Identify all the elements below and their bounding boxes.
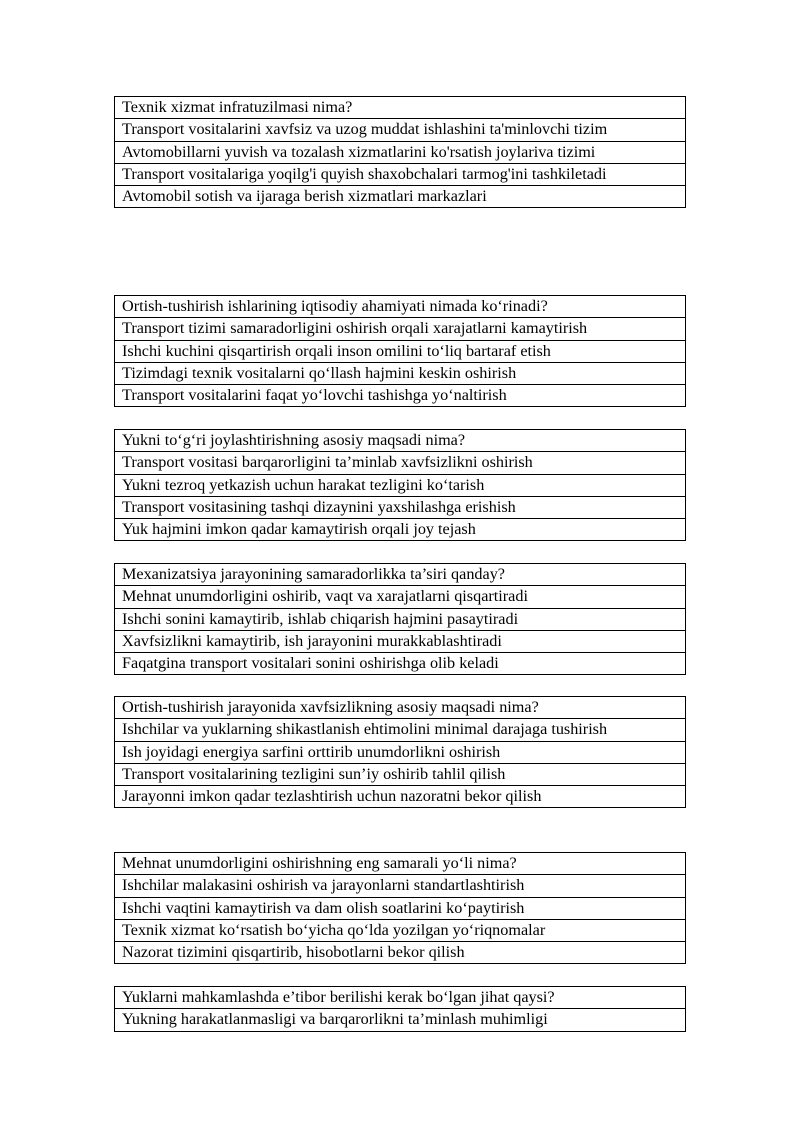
question-text: Yukni to‘g‘ri joylashtirishning asosiy maqsadi nima?: [115, 430, 686, 452]
answer-option: Transport vositalariga yoqilg'i quyish shaxobchalari tarmog'ini tashkiletadi: [115, 163, 686, 185]
question-table: [114, 986, 686, 1032]
answer-option: Ishchi vaqtini kamaytirish va dam olish soatlarini ko‘paytirish: [115, 897, 686, 919]
answer-option: Mehnat unumdorligini oshirib, vaqt va xarajatlarni qisqartiradi: [115, 586, 686, 608]
answer-option: Transport vositasining tashqi dizaynini yaxshilashga erishish: [115, 496, 686, 518]
question-table: [114, 852, 686, 964]
answer-option: Transport vositalarining tezligini sun’iy oshirib tahlil qilish: [115, 763, 686, 785]
question-table: [114, 563, 686, 675]
answer-option: Transport tizimi samaradorligini oshirish orqali xarajatlarni kamaytirish: [115, 318, 686, 340]
question-table: [114, 295, 686, 407]
question-text: Texnik xizmat infratuzilmasi nima?: [115, 97, 686, 119]
question-text: Ortish-tushirish ishlarining iqtisodiy ahamiyati nimada ko‘rinadi?: [115, 296, 686, 318]
answer-option: Yukning harakatlanmasligi va barqarorlikni ta’minlash muhimligi: [115, 1009, 686, 1031]
answer-option: Ishchi kuchini qisqartirish orqali inson omilini to‘liq bartaraf etish: [115, 340, 686, 362]
answer-option: Transport vositalarini faqat yo‘lovchi tashishga yo‘naltirish: [115, 385, 686, 407]
answer-option: Ishchi sonini kamaytirib, ishlab chiqarish hajmini pasaytiradi: [115, 608, 686, 630]
answer-option: Transport vositasi barqarorligini ta’minlab xavfsizlikni oshirish: [115, 452, 686, 474]
answer-option: Avtomobillarni yuvish va tozalash xizmatlarini ko'rsatish joylariva tizimi: [115, 141, 686, 163]
question-text: Mexanizatsiya jarayonining samaradorlikka ta’siri qanday?: [115, 564, 686, 586]
question-table: [114, 696, 686, 808]
question-text: Ortish-tushirish jarayonida xavfsizlikning asosiy maqsadi nima?: [115, 697, 686, 719]
question-table: [114, 96, 686, 208]
answer-option: Ish joyidagi energiya sarfini orttirib unumdorlikni oshirish: [115, 741, 686, 763]
answer-option: Xavfsizlikni kamaytirib, ish jarayonini murakkablashtiradi: [115, 630, 686, 652]
answer-option: Ishchilar malakasini oshirish va jarayonlarni standartlashtirish: [115, 875, 686, 897]
answer-option: Yukni tezroq yetkazish uchun harakat tezligini ko‘tarish: [115, 474, 686, 496]
answer-option: Yuk hajmini imkon qadar kamaytirish orqali joy tejash: [115, 519, 686, 541]
answer-option: Ishchilar va yuklarning shikastlanish ehtimolini minimal darajaga tushirish: [115, 719, 686, 741]
answer-option: Avtomobil sotish va ijaraga berish xizmatlari markazlari: [115, 186, 686, 208]
answer-option: Nazorat tizimini qisqartirib, hisobotlarni bekor qilish: [115, 942, 686, 964]
answer-option: Tizimdagi texnik vositalarni qo‘llash hajmini keskin oshirish: [115, 362, 686, 384]
answer-option: Jarayonni imkon qadar tezlashtirish uchun nazoratni bekor qilish: [115, 786, 686, 808]
answer-option: Texnik xizmat ko‘rsatish bo‘yicha qo‘lda yozilgan yo‘riqnomalar: [115, 919, 686, 941]
answer-option: Transport vositalarini xavfsiz va uzog muddat ishlashini ta'minlovchi tizim: [115, 119, 686, 141]
question-table: [114, 429, 686, 541]
question-text: Mehnat unumdorligini oshirishning eng samarali yo‘li nima?: [115, 853, 686, 875]
question-text: Yuklarni mahkamlashda e’tibor berilishi kerak bo‘lgan jihat qaysi?: [115, 987, 686, 1009]
answer-option: Faqatgina transport vositalari sonini oshirishga olib keladi: [115, 653, 686, 675]
